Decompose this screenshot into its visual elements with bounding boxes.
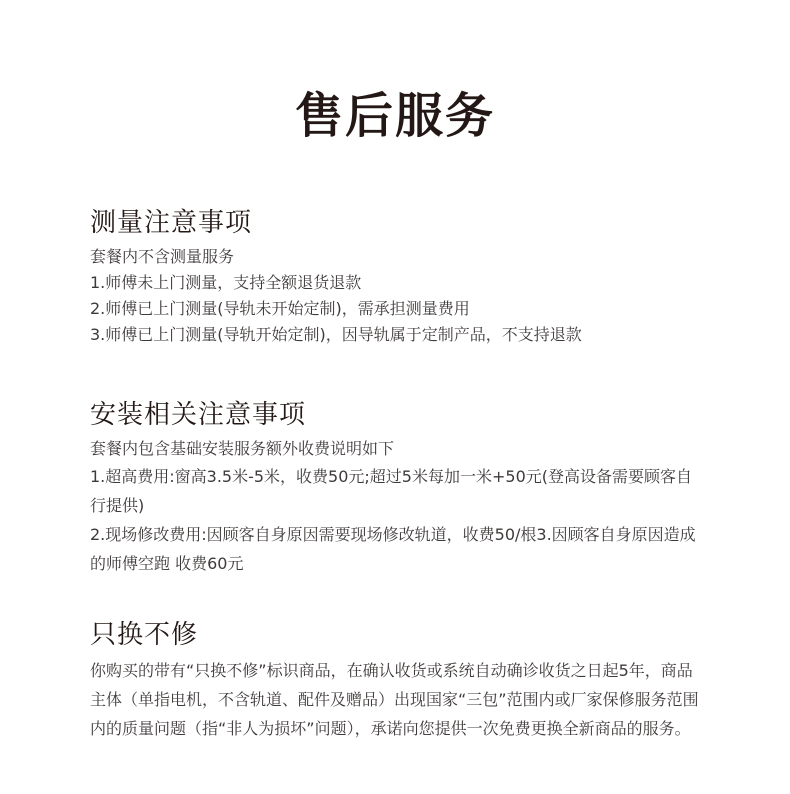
measurement-line: 套餐内不含测量服务	[90, 247, 235, 266]
section-replace-only	[90, 618, 710, 743]
measurement-line: 2.师傅已上门测量(导轨未开始定制)，需承担测量费用	[90, 299, 470, 318]
installation-line: 套餐内包含基础安装服务额外收费说明如下	[90, 439, 395, 458]
section-heading-measurement: 测量注意事项	[90, 208, 253, 238]
measurement-line: 1.师傅未上门测量，支持全额退货退款	[90, 273, 362, 292]
installation-line: 2.现场修改费用:因顾客自身原因需要现场修改轨道，收费50/根3.因顾客自身原因造成的师傅空跑 收费60元	[90, 525, 696, 573]
replace-only-paragraph: 你购买的带有“只换不修”标识商品，在确认收货或系统自动确诊收货之日起5年，商品主体（单指电机，不含轨道、配件及赠品）出现国家“三包”范围内或厂家保修服务范围内的质量问题（指“非人为损坏”问题），承诺向您提供一次免费更换全新商品的服务。	[90, 661, 699, 738]
section-heading-replace-only: 只换不修	[90, 620, 199, 650]
section-measurement	[90, 206, 710, 348]
section-heading-installation: 安装相关注意事项	[90, 400, 307, 430]
installation-line: 1.超高费用:窗高3.5米-5米，收费50元;超过5米每加一米+50元(登高设备需要顾客自行提供)	[90, 467, 692, 515]
measurement-line: 3.师傅已上门测量(导轨开始定制)，因导轨属于定制产品，不支持退款	[90, 325, 582, 344]
page-title: 售后服务	[294, 88, 495, 144]
section-installation	[90, 398, 710, 578]
